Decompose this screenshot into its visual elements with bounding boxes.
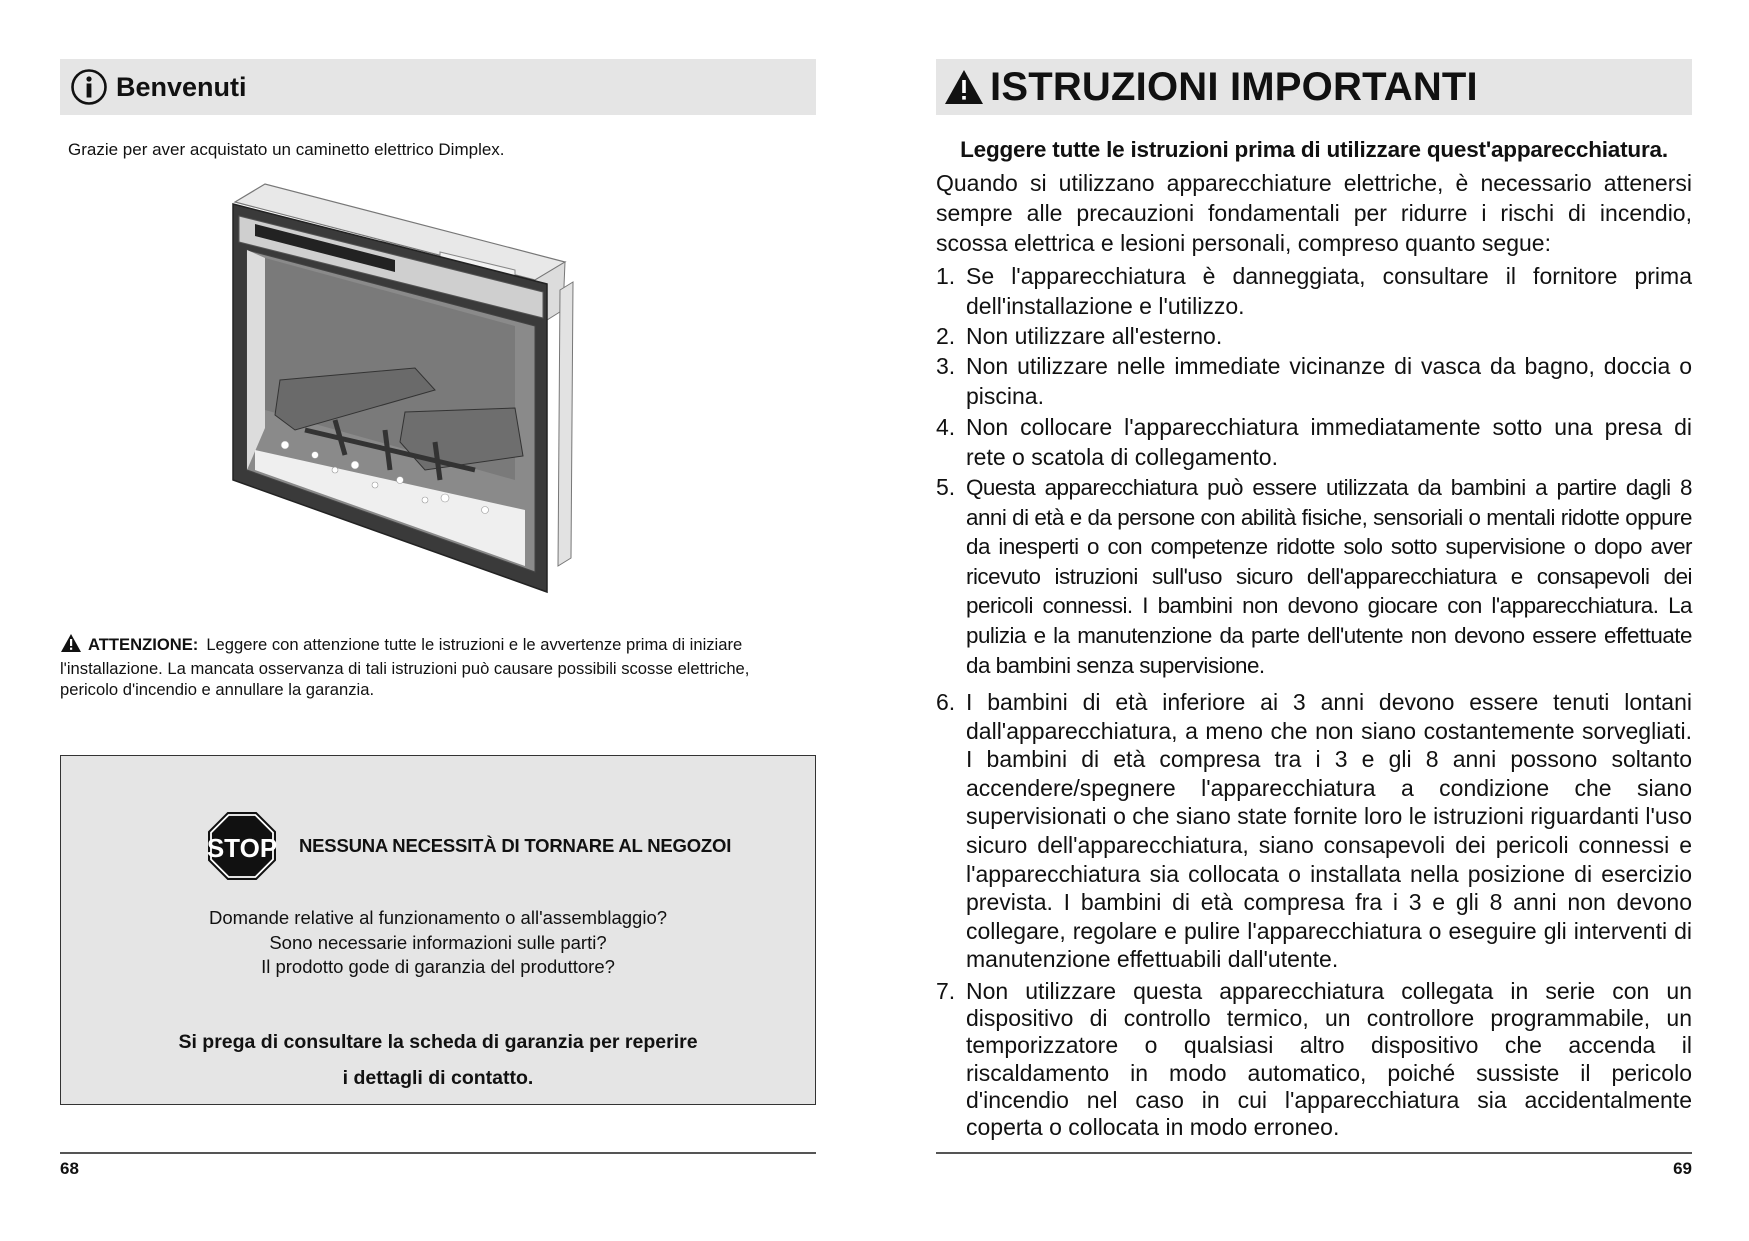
list-item — [936, 321, 1692, 351]
footer-rule — [60, 1152, 816, 1154]
footer-rule — [936, 1152, 1692, 1154]
question-item: Domande relative al funzionamento o all'assemblaggio? — [208, 907, 668, 928]
consult-warranty-text — [61, 1024, 815, 1096]
list-item — [936, 351, 1692, 411]
stop-info-box — [60, 755, 816, 1105]
list-item — [936, 412, 1692, 472]
list-item-text: I bambini di età inferiore ai 3 anni devono essere tenuti lontani dall'apparecchiatura, a meno che non siano costantemente sorvegliati. I bambini di età compresa tra i 3 e gli 8 anni possono soltanto accendere/spegnere l'apparecchiatura a condizione che siano supervisionati o che siano state fornite loro le istruzioni riguardanti l'uso sicuro dell'apparecchiatura, siano consapevoli dei pericoli connessi e l'apparecchiatura sia collocata o installata nella posizione di esercizio prevista. I bambini di età compresa fra i 3 e gli 8 anni non devono collegare, regolare e pulire l'apparecchiatura o eseguire gli interventi di manutenzione effettuabili dall'utente. — [966, 689, 1692, 973]
right-page — [874, 0, 1749, 1241]
questions-list — [61, 906, 815, 980]
list-item-number: 7. — [936, 978, 956, 1004]
welcome-banner — [60, 59, 816, 115]
page-number: 68 — [60, 1159, 79, 1178]
thank-you-text: Grazie per aver acquistato un caminetto elettrico Dimplex. — [68, 140, 505, 159]
list-item — [936, 261, 1692, 321]
stop-row — [207, 811, 731, 881]
list-item-number: 5. — [936, 474, 956, 500]
page-number: 69 — [1673, 1159, 1692, 1178]
list-item-number: 1. — [936, 263, 956, 289]
attention-text: Leggere con attenzione tutte le istruzioni e le avvertenze prima di iniziare l'installazione. La mancata osservanza di tali istruzioni può causare possibili scosse elettriche, pericolo d'incendio e annullare la garanzia. — [60, 635, 750, 699]
warning-triangle-icon — [60, 633, 82, 658]
important-instructions-banner — [936, 59, 1692, 115]
attention-label: ATTENZIONE: — [88, 635, 199, 654]
left-page — [0, 0, 874, 1241]
list-item-text: Non collocare l'apparecchiatura immediatamente sotto una presa di rete o scatola di collegamento. — [966, 414, 1692, 470]
list-item-text: Non utilizzare all'esterno. — [966, 323, 1223, 349]
consult-line-2: i dettagli di contatto. — [342, 1067, 534, 1089]
list-item-number: 2. — [936, 323, 956, 349]
welcome-title: Benvenuti — [116, 71, 247, 102]
list-item — [936, 688, 1692, 974]
list-item-text: Se l'apparecchiatura è danneggiata, consultare il fornitore prima dell'installazione e l'utilizzo. — [966, 263, 1692, 319]
no-return-heading: NESSUNA NECESSITÀ DI TORNARE AL NEGOZOI — [299, 835, 732, 856]
important-instructions-title: ISTRUZIONI IMPORTANTI — [990, 64, 1478, 109]
list-item-text: Non utilizzare questa apparecchiatura collegata in serie con un dispositivo di controllo termico, un controllore programmabile, un temporizzatore o qualsiasi altro dispositivo che accenda il riscaldamento in modo automatico, poiché sussiste il pericolo d'incendio nel caso in cui l'apparecchiatura sia accidentalmente coperta o collocata in modo erroneo. — [966, 978, 1692, 1141]
attention-warning — [60, 633, 780, 700]
list-item — [936, 473, 1692, 680]
list-item-number: 4. — [936, 414, 956, 440]
read-instructions-subheading: Leggere tutte le istruzioni prima di utilizzare quest'apparecchiatura. — [960, 137, 1668, 162]
question-item: Il prodotto gode di garanzia del produttore? — [261, 956, 615, 977]
info-icon — [70, 68, 108, 106]
list-item-text: Questa apparecchiatura può essere utilizzata da bambini a partire dagli 8 anni di età e da persone con abilità fisiche, sensoriali o mentali ridotte oppure da inesperti o con competenze ridotte solo sotto supervisione o dopo aver ricevuto istruzioni sull'uso sicuro dell'apparecchiatura e consapevoli dei pericoli connessi. I bambini non devono giocare con l'apparecchiatura. La pulizia e la manutenzione da parte dell'utente non devono essere effettuate da bambini senza supervisione. — [966, 475, 1692, 678]
list-item-number: 3. — [936, 353, 956, 379]
stop-sign-text: STOP — [207, 833, 277, 863]
safety-intro-paragraph: Quando si utilizzano apparecchiature elettriche, è necessario attenersi sempre alle precauzioni fondamentali per ridurre i rischi di incendio, scossa elettrica e lesioni personali, compreso quanto segue: — [936, 170, 1692, 256]
electric-fireplace-illustration — [225, 180, 625, 612]
stop-sign-icon — [207, 811, 277, 881]
consult-line-1: Si prega di consultare la scheda di garanzia per reperire — [178, 1031, 698, 1053]
list-item-number: 6. — [936, 689, 956, 715]
list-item-text: Non utilizzare nelle immediate vicinanze di vasca da bagno, doccia o piscina. — [966, 353, 1692, 409]
list-item — [936, 978, 1692, 1141]
warning-triangle-icon — [944, 69, 984, 105]
question-item: Sono necessarie informazioni sulle parti? — [269, 931, 607, 953]
